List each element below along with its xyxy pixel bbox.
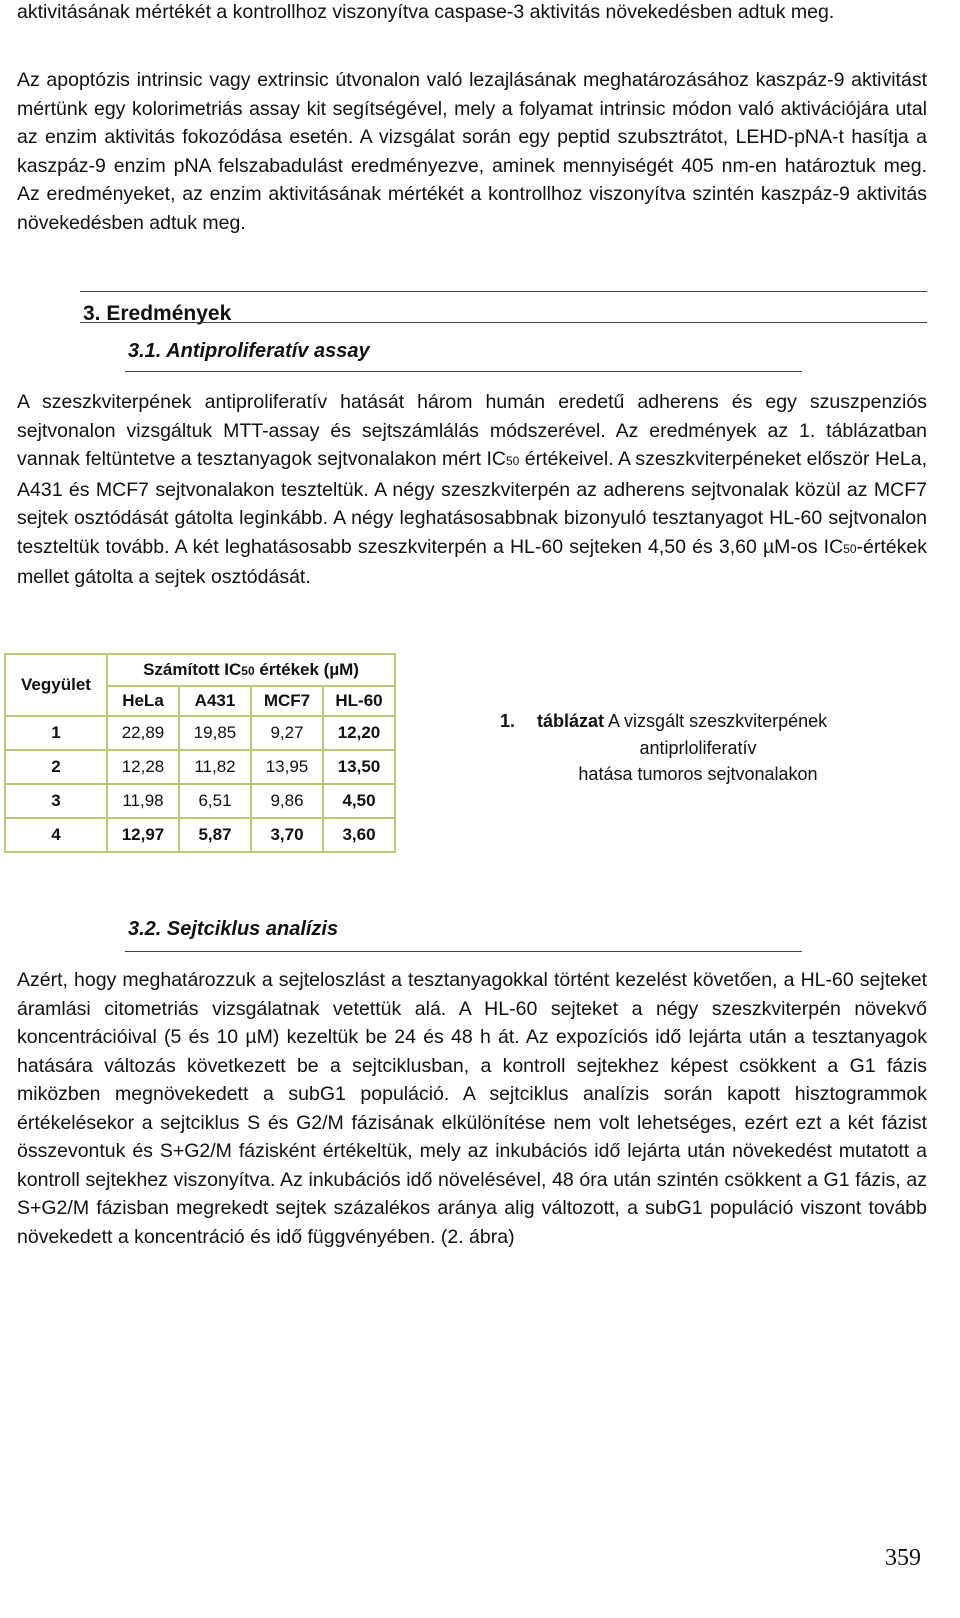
table-cell: 13,50 (323, 750, 395, 784)
subsection-rule-1 (125, 371, 802, 372)
ic50-table (4, 653, 396, 853)
table-cell: 3,60 (323, 818, 395, 852)
table-cell: 4,50 (323, 784, 395, 818)
table-cell: 11,98 (107, 784, 179, 818)
table-row (5, 818, 395, 852)
compound-header: Vegyület (5, 654, 107, 716)
table-cell: 9,86 (251, 784, 323, 818)
row-compound-id: 3 (5, 784, 107, 818)
table-cell: 13,95 (251, 750, 323, 784)
table-cell: 6,51 (179, 784, 251, 818)
paragraph-caspase3-end: aktivitásának mértékét a kontrollhoz viszonyítva caspase-3 aktivitás növekedésben adtuk meg. (17, 1, 835, 23)
table-cell: 3,70 (251, 818, 323, 852)
subsection-heading-antiproliferative: 3.1. Antiproliferatív assay (128, 340, 370, 362)
section-rule-top (80, 291, 927, 292)
page-number: 359 (885, 1545, 921, 1571)
table-cell: 11,82 (179, 750, 251, 784)
table-cell: 19,85 (179, 716, 251, 750)
column-header: HeLa (107, 686, 179, 716)
row-compound-id: 1 (5, 716, 107, 750)
table-cell: 12,28 (107, 750, 179, 784)
table-row (5, 716, 395, 750)
section-rule-bottom (80, 322, 927, 323)
paragraph-caspase9: Az apoptózis intrinsic vagy extrinsic útvonalon való lezajlásának meghatározásához kaszpáz-9 aktivitást mértünk egy kolorimetriás assay kit segítségével, mely a folyamat intrinsic módon való aktivációjára utal az enzim aktivitás fokozódása esetén. A vizsgálat során egy peptid szubsztrátot, LEHD-pNA-t hasítja a kaszpáz-9 enzim pNA felszabadulást eredményezve, aminek mennyiségét 405 nm-en határoztuk meg. Az eredményeket, az enzim aktivitásának mértékét a kontrollhoz viszonyítva szintén kaszpáz-9 aktivitás növekedésben adtuk meg. (17, 69, 927, 234)
subsection-rule-2 (125, 951, 802, 952)
column-header: A431 (179, 686, 251, 716)
table-caption: 1. táblázat A vizsgált szeszkviterpének antiprloliferatív hatása tumoros sejtvonalakon (500, 711, 828, 784)
subsection-heading-cellcycle: 3.2. Sejtciklus analízis (128, 918, 339, 940)
table-row (5, 750, 395, 784)
table-cell: 12,97 (107, 818, 179, 852)
ic50-group-header: Számított IC50 értékek (µM) (107, 654, 395, 686)
paragraph-results: A szeszkviterpének antiproliferatív hatását három humán eredetű adherens és egy szuszpenziós sejtvonalon vizsgáltuk MTT-assay és sejtszámlálás módszerével. Az eredmények az 1. táblázatban vannak feltüntetve a tesztanyagok sejtvonalakon mért IC50 értékeivel. A szeszkviterpéneket először HeLa, A431 és MCF7 sejtvonalakon teszteltük. A négy szeszkviterpén az adherens sejtvonalak közül az MCF7 sejtek osztódását gátolta leginkább. A négy leghatásosabbnak bizonyuló tesztanyagot HL-60 sejtvonalon teszteltük tovább. A két leghatásosabb szeszkviterpén a HL-60 sejteken 4,50 és 3,60 µM-os IC50-értékek mellet gátolta a sejtek osztódását. (17, 391, 927, 588)
table-cell: 22,89 (107, 716, 179, 750)
section-heading: 3. Eredmények (83, 302, 232, 325)
row-compound-id: 4 (5, 818, 107, 852)
table-cell: 12,20 (323, 716, 395, 750)
paragraph-cellcycle: Azért, hogy meghatározzuk a sejteloszlást a tesztanyagokkal történt kezelést követően, a HL-60 sejteket áramlási citometriás vizsgálatnak vetettük alá. A HL-60 sejteket a négy szeszkviterpén növekvő koncentrációival (5 és 10 µM) kezeltük be 24 és 48 h át. Az expozíciós idő lejárta után a tesztanyagok hatására változás következett be a sejtciklusban, a kontroll sejtekhez képest csökkent a G1 fázis miközben megnövekedett a subG1 populáció. A sejtciklus analízis során kapott hisztogrammok értékelésekor a sejtciklus S és G2/M fázisának elkülönítése nem volt lehetséges, ezért ezt a két fázist összevontuk és S+G2/M fázisként értékeltük, mely az inkubációs idő lejárta után növekedést mutatott a kontroll sejtekhez viszonyítva. Az inkubációs idő növelésével, 48 óra után szintén csökkent a G1 fázis, az S+G2/M fázisban megrekedt sejtek százalékos aránya alig változott, a subG1 populáció viszont tovább növekedett a koncentráció és idő függvényében. (2. ábra) (17, 969, 927, 1248)
column-header: MCF7 (251, 686, 323, 716)
table-cell: 9,27 (251, 716, 323, 750)
table-row (5, 784, 395, 818)
table-cell: 5,87 (179, 818, 251, 852)
column-header: HL-60 (323, 686, 395, 716)
row-compound-id: 2 (5, 750, 107, 784)
